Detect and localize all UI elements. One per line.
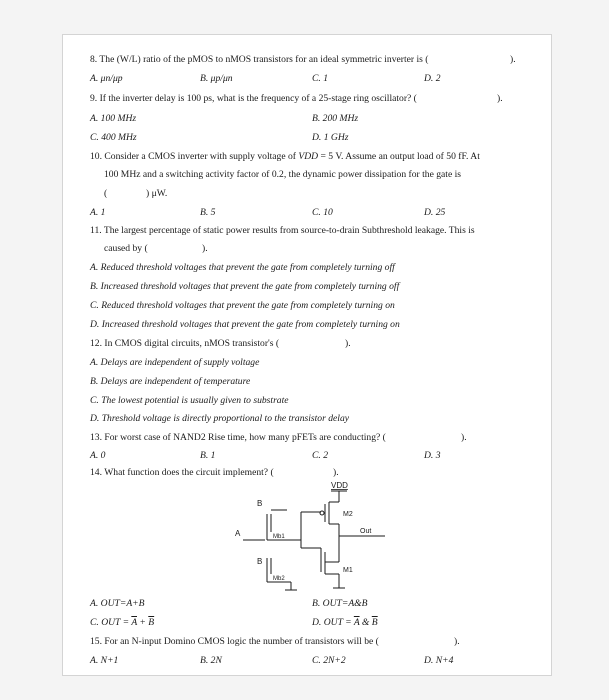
q13-option-b: B. 1 — [200, 450, 216, 461]
q11-option-a: A. Reduced threshold voltages that prevent the gate from completely turning off — [90, 262, 395, 273]
q14-option-d: D. OUT = $\overline{A}$ & $\overline{B}$ — [312, 617, 378, 628]
q14-circuit — [225, 478, 395, 596]
q10-stem-line1: 10. Consider a CMOS inverter with supply voltage of VDD = 5 V. Assume an output load of 50 fF. At — [90, 151, 480, 162]
q14-option-b: B. OUT=A&B — [312, 598, 368, 609]
q10-blank-open: ( — [104, 188, 108, 199]
q9-stem: 9. If the inverter delay is 100 ps, what is the frequency of a 25-stage ring oscillator? ( — [90, 93, 417, 104]
q9-option-c: C. 400 MHz — [90, 132, 137, 143]
q8-stem: 8. The (W/L) ratio of the pMOS to nMOS transistors for an ideal symmetric inverter is ( — [90, 54, 429, 65]
q8-option-d: D. 2 — [424, 73, 441, 84]
q8-option-c: C. 1 — [312, 73, 329, 84]
q11-option-b: B. Increased threshold voltages that prevent the gate from completely turning off — [90, 281, 400, 292]
q11-option-d: D. Increased threshold voltages that prevent the gate from completely turning on — [90, 319, 400, 330]
q15-close: ). — [454, 636, 460, 647]
q11-option-c: C. Reduced threshold voltages that prevent the gate from completely turning on — [90, 300, 395, 311]
q13-close: ). — [461, 432, 467, 443]
vdd-label: VDD — [331, 481, 348, 490]
out-label: Out — [360, 528, 372, 535]
q12-stem: 12. In CMOS digital circuits, nMOS transistor's ( — [90, 338, 280, 349]
q15-stem: 15. For an N-input Domino CMOS logic the number of transistors will be ( — [90, 636, 379, 647]
q15-option-c: C. 2N+2 — [312, 655, 346, 666]
q11-close: ). — [202, 243, 208, 254]
q12-option-d: D. Threshold voltage is directly proportional to the transistor delay — [90, 413, 350, 424]
q9-option-b: B. 200 MHz — [312, 113, 359, 124]
m1-label: M1 — [343, 567, 353, 574]
q11-stem-line2: caused by ( — [104, 243, 148, 254]
m2-label: M2 — [343, 511, 353, 518]
mb1-label: Mb1 — [273, 534, 285, 540]
q14-stem: 14. What function does the circuit implement? ( — [90, 467, 274, 478]
q14-option-c: C. OUT = $\overline{A} + \overline{B}$ — [90, 617, 155, 628]
q10-blank-close: ) μW. — [146, 188, 168, 199]
mb2-label: Mb2 — [273, 576, 285, 582]
q10-option-b: B. 5 — [200, 207, 216, 218]
q12-close: ). — [345, 338, 351, 349]
q13-option-c: C. 2 — [312, 450, 329, 461]
q13-option-a: A. 0 — [90, 450, 106, 461]
q12-option-c: C. The lowest potential is usually given to substrate — [90, 395, 289, 406]
q10-option-d: D. 25 — [424, 207, 446, 218]
b-top-label: B — [257, 499, 263, 508]
q10-option-c: C. 10 — [312, 207, 333, 218]
q10-stem-line2: 100 MHz and a switching activity factor of 0.2, the dynamic power dissipation for the gate is — [104, 169, 462, 180]
q8-option-b: B. μp/μn — [200, 73, 233, 84]
q13-option-d: D. 3 — [424, 450, 441, 461]
q10-option-a: A. 1 — [90, 207, 106, 218]
q9-option-d: D. 1 GHz — [312, 132, 349, 143]
q12-option-a: A. Delays are independent of supply voltage — [90, 357, 260, 368]
q14-close: ). — [333, 467, 339, 478]
q12-option-b: B. Delays are independent of temperature — [90, 376, 251, 387]
q15-option-d: D. N+4 — [424, 655, 454, 666]
q8-close: ). — [510, 54, 516, 65]
q15-option-b: B. 2N — [200, 655, 222, 666]
q11-stem-line1: 11. The largest percentage of static power results from source-to-drain Subthreshold leakage. This is — [90, 225, 475, 236]
q9-close: ). — [497, 93, 503, 104]
q9-option-a: A. 100 MHz — [90, 113, 137, 124]
q15-option-a: A. N+1 — [90, 655, 119, 666]
b-bot-label: B — [257, 557, 263, 566]
q14-option-a: A. OUT=A+B — [90, 598, 145, 609]
a-label: A — [235, 529, 241, 538]
q13-stem: 13. For worst case of NAND2 Rise time, how many pFETs are conducting? ( — [90, 432, 386, 443]
vdd-symbol: VDD — [298, 151, 319, 162]
q8-option-a: A. μn/μp — [90, 73, 123, 84]
